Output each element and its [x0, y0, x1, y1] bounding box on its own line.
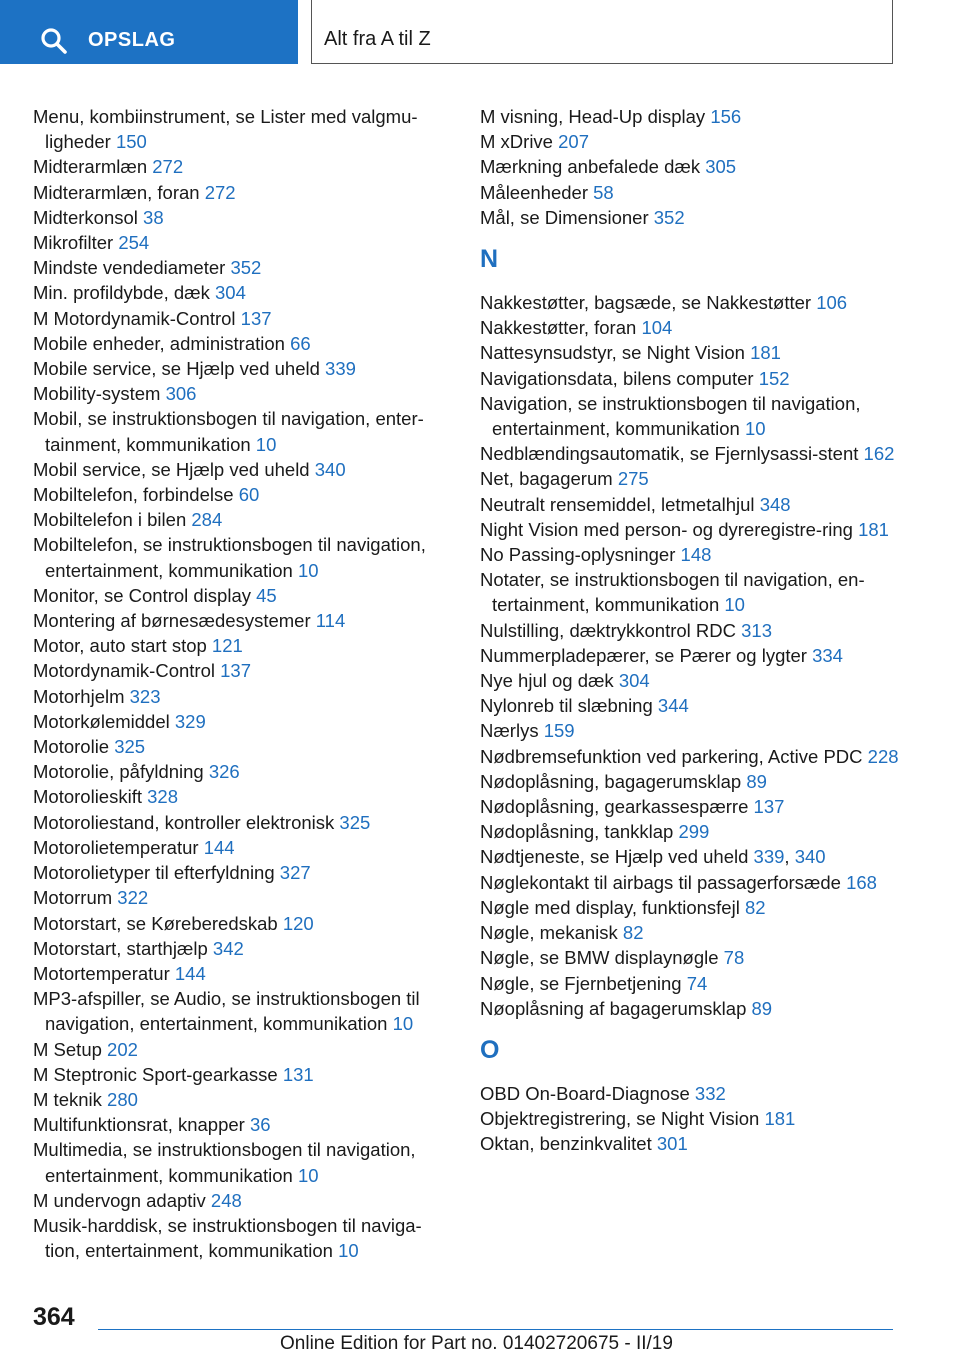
index-entry	[33, 381, 453, 406]
page-ref-link[interactable]: 10	[338, 1240, 359, 1262]
page-ref-link[interactable]: 10	[392, 1013, 414, 1035]
index-entry	[33, 507, 453, 532]
index-entry	[480, 366, 910, 391]
index-entry-text: M visning, Head-Up display	[480, 106, 706, 127]
index-entry-text: Neutralt rensemiddel, letmetalhjul	[480, 493, 755, 515]
index-entry	[33, 280, 453, 305]
index-entry-text: Midterkonsol	[33, 206, 138, 228]
page-ref-link[interactable]: 325	[114, 736, 146, 758]
section-letter-heading: O	[480, 1035, 500, 1064]
page-ref-link[interactable]: 74	[686, 972, 708, 994]
index-entry-text: Midterarmlæn, foran	[33, 181, 200, 203]
page-ref-link[interactable]: 280	[107, 1088, 138, 1110]
index-entry-text: M xDrive	[480, 131, 553, 153]
index-entry-text: M teknik	[33, 1088, 102, 1110]
page-ref-link[interactable]: 352	[653, 206, 685, 228]
page-ref-link[interactable]: 152	[758, 367, 790, 389]
index-entry	[480, 618, 910, 643]
page-ref-link[interactable]: 137	[220, 660, 251, 682]
index-entry	[480, 794, 910, 819]
index-entry	[480, 391, 910, 441]
index-entry	[33, 835, 453, 860]
index-entry-text: Motortemperatur	[33, 962, 170, 984]
search-tab-label: OPSLAG	[88, 29, 176, 51]
page-ref-link[interactable]: 334	[812, 644, 843, 666]
index-entry	[33, 356, 453, 381]
page-ref-link[interactable]: 137	[753, 796, 785, 818]
index-entry	[480, 744, 910, 769]
index-entry-text: Mobility-system	[33, 383, 161, 405]
page-ref-link[interactable]: 89	[751, 997, 773, 1019]
index-entry	[480, 769, 910, 794]
index-entry	[480, 290, 910, 315]
footer-edition: Online Edition for Part no. 01402720675 - II/19	[280, 1333, 673, 1354]
index-entry	[33, 306, 453, 331]
index-entry	[480, 340, 910, 365]
index-entry	[480, 643, 910, 668]
index-entry-text: OBD On-Board-Diagnose	[480, 1082, 690, 1104]
index-entry	[480, 819, 910, 844]
index-entry	[480, 996, 910, 1021]
page-ref-link[interactable]: 275	[617, 468, 649, 490]
index-entry-text: Notater, se instruktionsbogen til navigation, en-tertainment, kommunikation	[480, 569, 865, 616]
index-entry-text: Mobiltelefon, forbindelse	[33, 484, 234, 506]
page-ref-link[interactable]: 248	[210, 1189, 242, 1211]
index-entry	[33, 885, 453, 910]
index-entry	[480, 517, 910, 542]
index-entry	[33, 810, 453, 835]
index-entry-text: Menu, kombiinstrument, se Lister med valgmu-ligheder	[33, 106, 418, 153]
index-entry	[480, 154, 910, 179]
footer-divider	[98, 1329, 893, 1330]
index-entry-text: Oktan, benzinkvalitet	[480, 1133, 652, 1155]
page-ref-link[interactable]: 327	[279, 862, 311, 884]
index-entry	[33, 230, 453, 255]
page-ref-link[interactable]: 340	[314, 458, 346, 480]
index-entry	[33, 1188, 453, 1213]
index-entry	[33, 961, 453, 986]
index-entry	[33, 255, 453, 280]
index-entry	[33, 1037, 453, 1062]
index-entry-text: Midterarmlæn	[33, 156, 148, 178]
page-ref-link[interactable]: 301	[656, 1133, 688, 1155]
index-entry	[33, 205, 453, 230]
index-entry-text: Mindste vendediameter	[33, 257, 226, 279]
index-entry-text: Nøgle, se Fjernbetjening	[480, 972, 682, 994]
index-entry	[33, 911, 453, 936]
index-entry-text: Mobile service, se Hjælp ved uheld	[33, 358, 320, 380]
page-ref-link[interactable]: 272	[152, 156, 184, 178]
index-entry-text: Mikrofilter	[33, 232, 114, 254]
index-entry-text: Navigationsdata, bilens computer	[480, 367, 754, 389]
page-ref-link[interactable]: 150	[115, 131, 147, 153]
page-ref-link[interactable]: 78	[723, 947, 745, 969]
page-ref-link[interactable]: 329	[174, 710, 206, 732]
page-ref-link[interactable]: 156	[710, 106, 742, 127]
page-ref-link[interactable]: 10	[255, 433, 277, 455]
index-entry-text: MP3-afspiller, se Audio, se instruktionsbogen til navigation, entertainment, kommunikation	[33, 988, 420, 1035]
index-entry	[480, 718, 910, 743]
index-entry	[33, 331, 453, 356]
page-ref-link[interactable]: 120	[282, 912, 314, 934]
index-entry-text: Mobil service, se Hjælp ved uheld	[33, 458, 310, 480]
index-entry	[480, 180, 910, 205]
index-entry-text: Motorolietemperatur	[33, 836, 199, 858]
page-ref-link[interactable]: 348	[759, 493, 791, 515]
index-entry-text: Motorstart, se Køreberedskab	[33, 912, 278, 934]
index-entry-text: Motorolie, påfyldning	[33, 761, 204, 783]
page-ref-link[interactable]: 284	[191, 509, 223, 531]
page-ref-link[interactable]: 144	[203, 836, 235, 858]
page-ref-link[interactable]: 36	[249, 1114, 271, 1136]
index-entry	[33, 180, 453, 205]
index-entry	[33, 154, 453, 179]
index-entry-text: Nulstilling, dæktrykkontrol RDC	[480, 619, 736, 641]
index-entry-text: Motordynamik-Control	[33, 660, 215, 682]
index-entry-text: Nye hjul og dæk	[480, 670, 614, 692]
page-ref-link[interactable]: 66	[290, 332, 311, 354]
page-ref-link[interactable]: 162	[863, 443, 895, 465]
index-entry-text: M Motordynamik-Control	[33, 307, 236, 329]
index-entry-text: Nøgle med display, funktionsfejl	[480, 896, 740, 918]
index-entry-text: Mobil, se instruktionsbogen til navigation, enter-tainment, kommunikation	[33, 408, 424, 455]
page-ref-link[interactable]: 114	[315, 610, 346, 632]
index-entry-text: Mål, se Dimensioner	[480, 206, 649, 228]
index-entry-text: Motorolie	[33, 736, 110, 758]
page-ref-link[interactable]: 326	[208, 761, 240, 783]
page-ref-link[interactable]: 10	[297, 559, 319, 581]
index-entry-text: Motorrum	[33, 887, 113, 909]
index-entry	[33, 406, 453, 456]
page-ref-link[interactable]: 322	[117, 887, 149, 909]
index-entry	[480, 895, 910, 920]
index-entry-text: Nødbremsefunktion ved parkering, Active PDC	[480, 745, 863, 767]
index-entry	[33, 784, 453, 809]
page-ref-link[interactable]: 352	[230, 257, 262, 279]
index-entry-text: Montering af børnesædesystemer	[33, 610, 311, 632]
index-entry-text: Motorstart, starthjælp	[33, 937, 208, 959]
page-ref-link[interactable]: 313	[741, 619, 772, 641]
page-ref-link[interactable]: 10	[744, 418, 766, 440]
page-ref-link[interactable]: 148	[680, 544, 712, 566]
index-entry	[480, 844, 910, 869]
index-entry	[480, 971, 910, 996]
index-entry-text: Navigation, se instruktionsbogen til navigation, entertainment, kommunikation	[480, 392, 861, 440]
index-entry-text: Måleenheder	[480, 181, 588, 203]
index-entry	[480, 492, 910, 517]
page-ref-link[interactable]: 144	[174, 962, 206, 984]
index-entry-text: Nødtjeneste, se Hjælp ved uheld	[480, 846, 749, 868]
page-ref-link[interactable]: 305	[705, 156, 737, 178]
index-entry-text: Mobiltelefon, se instruktionsbogen til navigation, entertainment, kommunikation	[33, 534, 426, 581]
page-ref-link[interactable]: 168	[846, 871, 877, 893]
index-entry	[33, 759, 453, 784]
index-entry	[33, 482, 453, 507]
index-entry-text: Monitor, se Control display	[33, 584, 251, 606]
index-entry	[480, 1081, 910, 1106]
index-entry	[480, 129, 910, 154]
index-entry-text: Motorhjelm	[33, 685, 125, 707]
section-letter-heading: N	[480, 245, 499, 274]
index-entry-text: Nakkestøtter, bagsæde, se Nakkestøtter	[480, 292, 812, 314]
index-entry	[33, 1112, 453, 1137]
index-entry	[33, 936, 453, 961]
index-entry	[33, 608, 453, 633]
page-ref-link[interactable]: 254	[118, 232, 150, 254]
page-ref-link[interactable]: 340	[794, 846, 826, 868]
page-ref-link[interactable]: 332	[694, 1082, 726, 1104]
index-entry-text: Mobiltelefon i bilen	[33, 509, 187, 531]
index-entry-text: Nøgle, mekanisk	[480, 922, 618, 944]
index-entry	[480, 104, 910, 129]
page-ref-link[interactable]: 10	[297, 1164, 319, 1186]
page-ref-link[interactable]: 45	[256, 584, 277, 606]
index-entry	[480, 693, 910, 718]
index-entry-text: Mærkning anbefalede dæk	[480, 156, 701, 178]
index-entry	[33, 684, 453, 709]
index-entry	[33, 658, 453, 683]
index-entry-text: Night Vision med person- og dyreregistre-ring	[480, 518, 853, 540]
index-entry-text: M Setup	[33, 1038, 102, 1060]
index-entry-text: Nummerpladepærer, se Pærer og lygter	[480, 644, 807, 666]
index-entry-text: Motor, auto start stop	[33, 635, 207, 657]
index-entry-text: Multifunktionsrat, knapper	[33, 1114, 245, 1136]
index-entry-text: Nøoplåsning af bagagerumsklap	[480, 997, 747, 1019]
page-ref-link[interactable]: 272	[204, 181, 236, 203]
page-ref-link[interactable]: 58	[593, 181, 614, 203]
index-entry-text: Min. profildybde, dæk	[33, 282, 210, 304]
page-ref-link[interactable]: 82	[744, 896, 766, 918]
page-ref-link[interactable]: 60	[238, 484, 260, 506]
index-entry	[480, 668, 910, 693]
page-ref-link[interactable]: 106	[816, 292, 848, 314]
page-ref-link[interactable]: 131	[282, 1063, 314, 1085]
page-ref-link[interactable]: 328	[147, 786, 178, 808]
index-entry-text: Nøglekontakt til airbags til passagerforsæde	[480, 871, 841, 893]
page-ref-link[interactable]: 104	[641, 317, 673, 339]
index-entry-text: Nødoplåsning, bagagerumsklap	[480, 770, 742, 792]
index-entry-text: Mobile enheder, administration	[33, 332, 285, 354]
index-entry-text: Nødoplåsning, tankklap	[480, 821, 674, 843]
magnifier-icon	[40, 27, 68, 55]
page-ref-link[interactable]: 181	[858, 518, 889, 540]
index-entry-text: M Steptronic Sport-gearkasse	[33, 1063, 278, 1085]
index-entry	[480, 1131, 910, 1156]
index-entry-text: Net, bagagerum	[480, 468, 613, 490]
page-ref-link[interactable]: 339	[325, 358, 356, 380]
page-ref-link[interactable]: 181	[764, 1108, 796, 1130]
index-entry	[480, 945, 910, 970]
index-entry	[33, 709, 453, 734]
page-ref-link[interactable]: 137	[240, 307, 272, 329]
page-ref-link[interactable]: 181	[750, 342, 781, 364]
page-ref-link[interactable]: 344	[657, 695, 689, 717]
index-entry	[480, 315, 910, 340]
page-ref-link[interactable]: 304	[215, 282, 246, 304]
index-entry	[480, 542, 910, 567]
index-entry-text: Motoroliestand, kontroller elektronisk	[33, 811, 335, 833]
page-number: 364	[33, 1303, 75, 1331]
index-entry	[33, 1213, 453, 1263]
index-entry	[480, 870, 910, 895]
index-entry	[33, 1087, 453, 1112]
page-ref-link[interactable]: 228	[867, 745, 899, 767]
index-entry-text: M undervogn adaptiv	[33, 1189, 206, 1211]
index-entry	[33, 1137, 453, 1187]
index-entry	[33, 986, 453, 1036]
index-entry	[33, 734, 453, 759]
page-ref-link[interactable]: 10	[724, 594, 745, 616]
index-entry	[33, 104, 453, 154]
section-title: Alt fra A til Z	[324, 28, 431, 50]
index-entry	[33, 457, 453, 482]
page-ref-link[interactable]: 121	[211, 635, 243, 657]
index-entry	[480, 205, 910, 230]
index-entry	[480, 567, 910, 617]
page-ref-link[interactable]: 306	[165, 383, 197, 405]
index-entry-text: No Passing-oplysninger	[480, 544, 676, 566]
index-entry-text: Nedblændingsautomatik, se Fjernlysassi-stent	[480, 443, 859, 465]
page-ref-link[interactable]: 82	[622, 922, 644, 944]
index-entry-text: Objektregistrering, se Night Vision	[480, 1108, 760, 1130]
index-column-right	[480, 104, 910, 1157]
index-entry-text: Nattesynsudstyr, se Night Vision	[480, 342, 745, 364]
page-ref-link[interactable]: 342	[212, 937, 244, 959]
page-ref-link[interactable]: 323	[129, 685, 161, 707]
page-ref-link[interactable]: 207	[558, 131, 589, 153]
page-ref-link[interactable]: 202	[107, 1038, 138, 1060]
page-ref-link[interactable]: 325	[339, 811, 371, 833]
index-entry-text: Nærlys	[480, 720, 539, 742]
index-entry	[33, 860, 453, 885]
index-entry	[480, 920, 910, 945]
index-entry-text: Nakkestøtter, foran	[480, 317, 637, 339]
page-ref-link[interactable]: 299	[678, 821, 710, 843]
page-ref-separator: ,	[784, 846, 790, 868]
index-entry-text: Nøgle, se BMW displaynøgle	[480, 947, 719, 969]
index-entry-text: Motorkølemiddel	[33, 710, 170, 732]
section-title-tab[interactable]	[311, 0, 893, 64]
search-tab[interactable]	[0, 0, 298, 64]
index-entry-text: Nødoplåsning, gearkassespærre	[480, 796, 749, 818]
index-entry-text: Motorolieskift	[33, 786, 142, 808]
index-entry-text: Motorolietyper til efterfyldning	[33, 862, 275, 884]
index-entry	[33, 532, 453, 582]
index-entry	[480, 466, 910, 491]
index-entry-text: Nylonreb til slæbning	[480, 695, 653, 717]
index-entry	[33, 633, 453, 658]
index-entry	[480, 441, 910, 466]
index-entry-text: Multimedia, se instruktionsbogen til navigation, entertainment, kommunikation	[33, 1139, 416, 1186]
page-ref-link[interactable]: 159	[543, 720, 575, 742]
page-ref-link[interactable]: 89	[746, 770, 767, 792]
index-entry	[33, 1062, 453, 1087]
index-column-left	[33, 104, 453, 1263]
index-entry	[480, 1106, 910, 1131]
page-ref-link[interactable]: 304	[618, 670, 650, 692]
page-ref-link[interactable]: 339	[753, 846, 785, 868]
index-entry-text: Musik-harddisk, se instruktionsbogen til naviga-tion, entertainment, kommunikation	[33, 1214, 422, 1262]
page-ref-link[interactable]: 38	[143, 206, 164, 228]
index-entry	[33, 583, 453, 608]
